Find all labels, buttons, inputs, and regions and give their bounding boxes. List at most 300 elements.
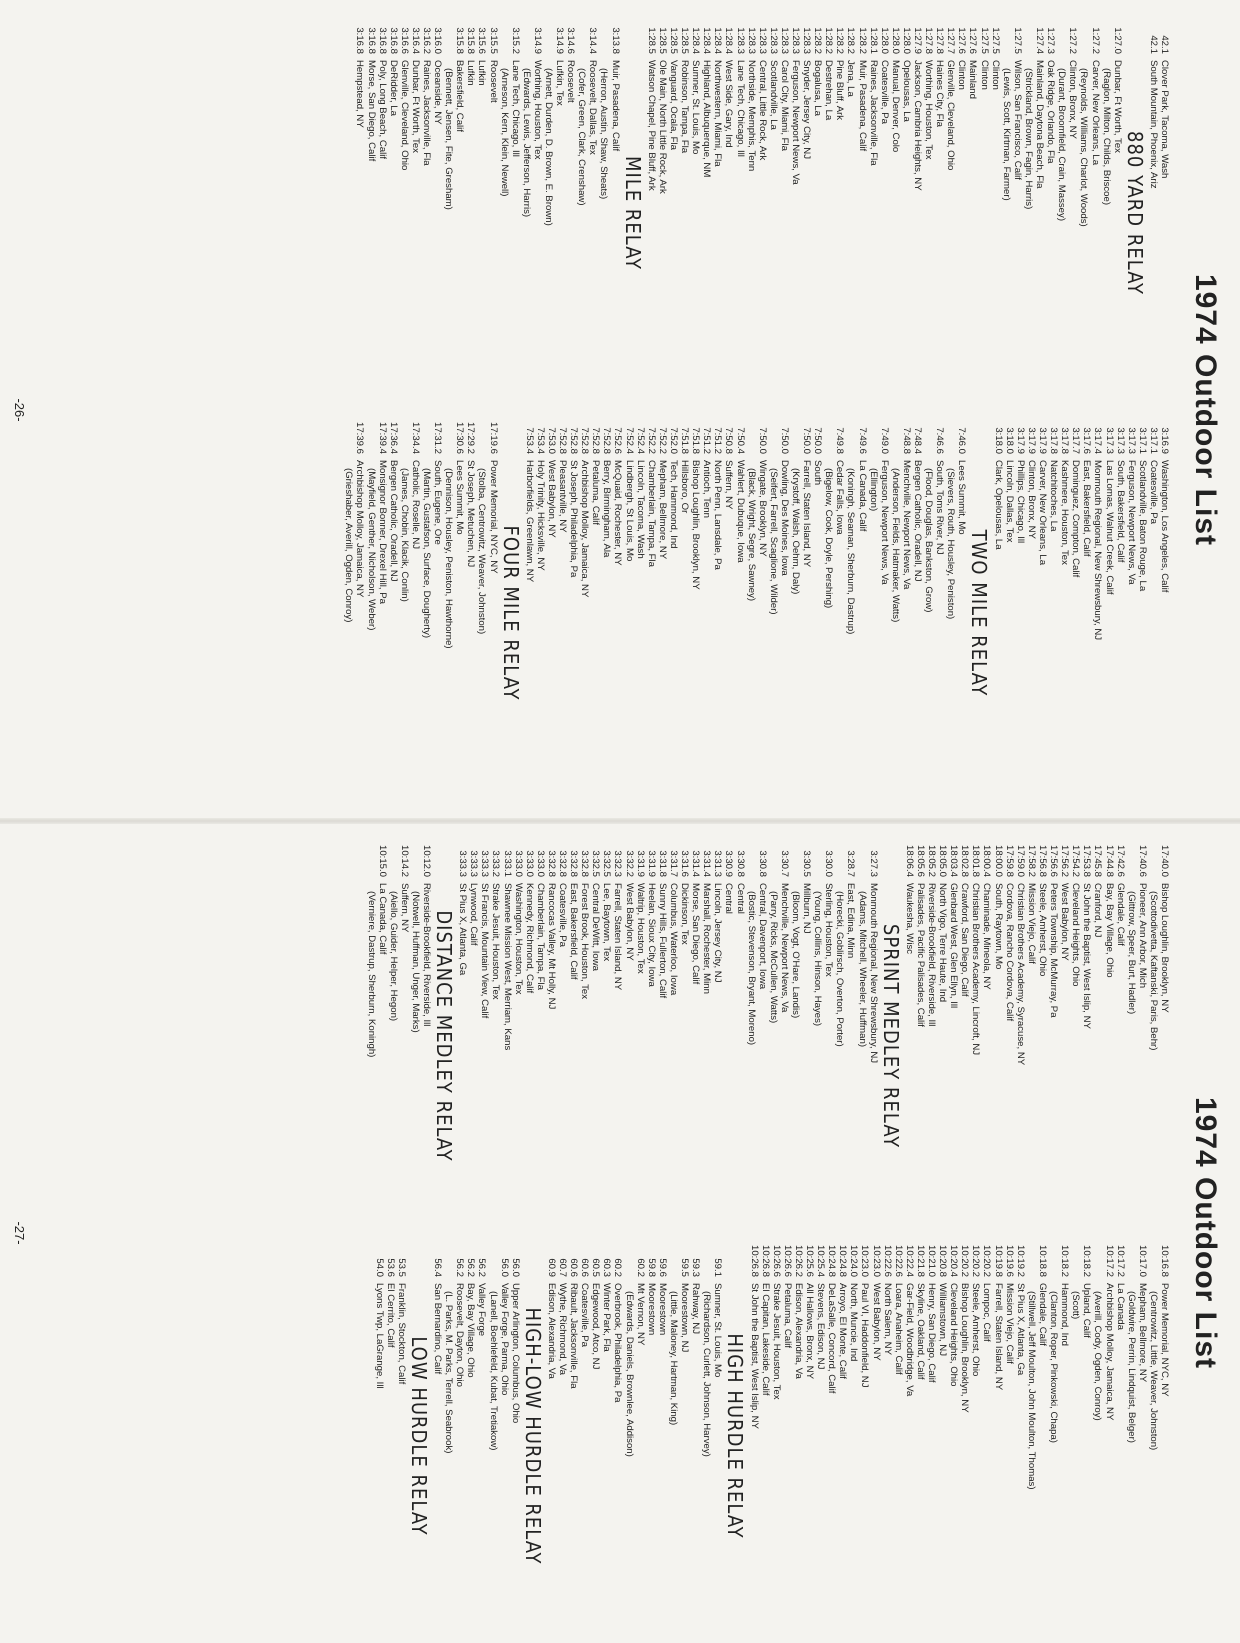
relay-members: (Edwards, Daniels, Brownlee, Addison) xyxy=(623,1291,635,1457)
result-time: 7:50.0 xyxy=(778,427,790,454)
relay-members-line xyxy=(598,18,609,408)
relay-members: (Notwell, Huffman, Unger, Marks) xyxy=(409,891,421,1033)
result-row xyxy=(679,1241,690,1631)
school-name: Skyline, Oakland, Calif xyxy=(914,1283,926,1380)
result-row xyxy=(901,418,912,808)
result-row xyxy=(1137,1241,1148,1631)
relay-members-line xyxy=(746,841,757,1231)
result-time: 18:00.4 xyxy=(981,844,993,877)
relay-members: (Martin, Gustafson, Surface, Dougherty) xyxy=(421,468,432,639)
school-name: Clinton xyxy=(978,60,990,90)
result-row xyxy=(768,18,779,408)
section-heading: HIGH HURDLE RELAY xyxy=(723,1333,748,1539)
result-time: 10:18.2 xyxy=(1081,1244,1093,1277)
result-time: 1:27.8 xyxy=(934,27,946,54)
result-row xyxy=(535,418,546,808)
result-time: 1:27.5 xyxy=(989,27,1001,54)
result-row xyxy=(1026,841,1037,1231)
result-row xyxy=(801,18,812,408)
result-time: 59.8 xyxy=(645,1258,657,1277)
result-row xyxy=(490,841,501,1231)
school-name: Monmouth Regional, New Shrewsbury, NJ xyxy=(867,883,879,1064)
school-name: Highland, Albuquerque, NM xyxy=(701,60,713,178)
result-row xyxy=(377,418,388,808)
result-time: 3:30.0 xyxy=(823,850,835,877)
relay-members-line xyxy=(701,1241,712,1631)
result-row xyxy=(879,418,890,808)
relay-members-line xyxy=(845,418,856,808)
school-name: Cordova, Rancho Cordova, Calif xyxy=(1003,883,1015,1022)
school-name: Archbishop Molloy, Jamaica, NY xyxy=(354,460,366,598)
relay-members: (Flood, Douglas, Bankston, Grow) xyxy=(923,468,935,613)
relay-members: (Averill, Cody, Ogden, Conroy) xyxy=(1092,1291,1104,1421)
result-time: 7:52.4 xyxy=(623,427,635,454)
school-name: South, Eugene, Ore xyxy=(432,460,444,545)
result-row xyxy=(970,841,981,1231)
result-row xyxy=(510,1241,521,1631)
relay-members: (Scott) xyxy=(1070,1291,1082,1320)
result-row xyxy=(757,18,768,408)
result-row xyxy=(454,1241,465,1631)
school-name: Scotlandville, Baton Rouge, La xyxy=(1136,460,1148,592)
result-row xyxy=(646,18,657,408)
result-time: 7:49.6 xyxy=(856,427,868,454)
result-row xyxy=(679,418,690,808)
result-row xyxy=(421,841,432,1231)
result-time: 3:17.9 xyxy=(1025,427,1037,454)
school-name: Jackson, Cambria Heights, NY xyxy=(912,60,924,191)
result-time xyxy=(856,841,867,883)
result-row xyxy=(646,1241,657,1631)
relay-members-line xyxy=(1070,1241,1081,1631)
school-name: Opelousas, La xyxy=(900,60,912,122)
result-time: 7:48.8 xyxy=(900,427,912,454)
school-name: Crawford, San Diego, Calif xyxy=(959,883,971,997)
result-row xyxy=(845,841,856,1231)
relay-members: (Centrowitz, Little, Weaver, Johnston) xyxy=(1147,1291,1159,1451)
result-time: 10:19.8 xyxy=(992,1244,1004,1277)
school-name: La Canada, Calif xyxy=(376,883,388,955)
school-name: St Joseph, Metuchen, NJ xyxy=(465,460,477,568)
result-row xyxy=(635,1241,646,1631)
result-time: 59.1 xyxy=(712,1258,724,1277)
result-time: 59.6 xyxy=(656,1258,668,1277)
result-row xyxy=(923,18,934,408)
result-time: 3:16.8 xyxy=(376,27,388,54)
school-name: Loara, Anaheim, Calif xyxy=(892,1283,904,1375)
result-time: 17:39.4 xyxy=(376,421,388,454)
result-time: 7:51.2 xyxy=(701,427,713,454)
result-row xyxy=(723,841,734,1231)
result-time: 3:31.9 xyxy=(634,850,646,877)
result-time: 1:28.2 xyxy=(834,27,846,54)
school-name: Northside, Memphis, Tenn xyxy=(745,60,757,172)
school-name: Raines, Jacksonville, Fla xyxy=(867,60,879,166)
result-time: 42.1 xyxy=(1147,35,1159,54)
result-time: 7:52.8 xyxy=(590,427,602,454)
result-row xyxy=(668,841,679,1231)
relay-members-line xyxy=(768,418,779,808)
result-row xyxy=(967,18,978,408)
school-name: Roosevelt, Dallas, Tex xyxy=(587,60,599,155)
school-name: Washington, Houston, Tex xyxy=(512,883,524,995)
school-name: Clinton, Bronx, NY xyxy=(1025,460,1037,539)
result-row xyxy=(801,418,812,808)
relay-members-line xyxy=(1148,1241,1159,1631)
school-name: Menchville, Newport News, Va xyxy=(900,460,912,590)
school-name: Ferguson, Newport News, Va xyxy=(878,460,890,585)
result-time: 7:46.6 xyxy=(934,427,946,454)
result-time: 3:15.8 xyxy=(465,27,477,54)
result-row xyxy=(557,1241,568,1631)
result-time: 60.6 xyxy=(579,1258,591,1277)
result-time: 1:28.0 xyxy=(889,27,901,54)
relay-members-line xyxy=(624,1241,635,1631)
result-row xyxy=(826,1241,837,1631)
result-time xyxy=(1148,841,1159,883)
section-heading: SPRINT MEDLEY RELAY xyxy=(878,923,903,1149)
result-time: 7:50.8 xyxy=(723,427,735,454)
result-row xyxy=(1034,18,1045,408)
result-row xyxy=(557,418,568,808)
school-name: East, Bakersfield, Calif xyxy=(568,883,580,980)
result-row xyxy=(757,841,768,1231)
result-time xyxy=(845,418,856,460)
school-name: Clark, Opelousas, La xyxy=(992,460,1004,550)
relay-members-line xyxy=(443,418,454,808)
result-row xyxy=(901,18,912,408)
school-name: Henry, San Diego, Calif xyxy=(926,1283,938,1383)
relay-members: (Arneson, Kern, Klein, Newell) xyxy=(498,68,510,197)
result-row xyxy=(993,418,1004,808)
school-name: Wahlert, Dubuque, Iowa xyxy=(734,460,746,563)
result-row xyxy=(760,1241,771,1631)
school-name: Glendale, Calif xyxy=(1036,1283,1048,1346)
school-name: South, Bakersfield, Calif xyxy=(1114,460,1126,563)
result-time xyxy=(790,841,801,883)
result-time: 10:12.0 xyxy=(421,844,432,877)
result-time: 7:52.2 xyxy=(656,427,668,454)
result-time: 60.2 xyxy=(634,1258,646,1277)
school-name: Farrell, Staten Island, NY xyxy=(801,460,813,568)
result-time: 10:19.2 xyxy=(1014,1244,1026,1277)
result-time: 3:17.4 xyxy=(1092,427,1104,454)
result-time: 3:32.8 xyxy=(557,850,569,877)
result-row xyxy=(868,18,879,408)
result-time xyxy=(768,841,779,883)
result-row xyxy=(568,418,579,808)
school-name: Worthing, Houston, Tex xyxy=(923,60,935,160)
relay-members-line xyxy=(856,841,867,1231)
result-row xyxy=(590,1241,601,1631)
school-name: Carol City, Miami, Fla xyxy=(778,60,790,151)
school-name: Glenville, Cleveland, Ohio xyxy=(398,60,410,171)
school-name: Lees Summit, Mo xyxy=(454,460,466,535)
school-name: Cedar Falls, Iowa xyxy=(834,460,846,535)
result-row xyxy=(779,18,790,408)
result-row xyxy=(804,1241,815,1631)
result-time: 1:27.3 xyxy=(1045,27,1057,54)
result-row xyxy=(793,1241,804,1631)
result-time: 1:27.2 xyxy=(1067,27,1079,54)
result-row xyxy=(432,1241,443,1631)
school-name: Steele, Amherst, Ohio xyxy=(970,1283,982,1377)
page-number: -27- xyxy=(12,1221,27,1245)
result-time: 3:30.7 xyxy=(778,850,790,877)
result-row xyxy=(1159,841,1170,1231)
result-time: 3:17.3 xyxy=(1125,427,1137,454)
school-name: Mepham, Bellmore, NY xyxy=(1136,1283,1148,1383)
result-row xyxy=(1026,418,1037,808)
result-row xyxy=(959,841,970,1231)
result-time: 18:06.4 xyxy=(903,844,915,877)
result-time: 3:15.8 xyxy=(454,27,466,54)
result-time: 10:25.6 xyxy=(804,1244,815,1277)
result-time: 3:17.8 xyxy=(1048,427,1060,454)
relay-members-line xyxy=(945,418,956,808)
result-time: 3:15.6 xyxy=(476,27,488,54)
school-name: Cleveland Heights, Ohio xyxy=(1070,883,1082,987)
result-time: 7:53.4 xyxy=(534,427,546,454)
school-name: Paul VI, Haddonfield, NJ xyxy=(859,1283,871,1388)
result-time: 3:13.8 xyxy=(609,27,621,54)
result-time xyxy=(388,841,399,883)
relay-members-line xyxy=(923,418,934,808)
result-time: 56.2 xyxy=(465,1258,477,1277)
result-row xyxy=(421,18,432,408)
school-name: Williamstown, NJ xyxy=(937,1283,949,1357)
result-row xyxy=(1004,418,1015,808)
result-row xyxy=(624,418,635,808)
school-name: Bay, Bay Village, Ohio xyxy=(465,1283,477,1378)
school-name: East, Bakersfield, Calif xyxy=(1081,460,1093,557)
school-name: Forest Brook, Houston, Tex xyxy=(579,883,591,1000)
school-name: Destrehan, La xyxy=(823,60,835,121)
school-name: Dickinson, Tex xyxy=(679,883,691,945)
result-time: 3:32.3 xyxy=(612,850,624,877)
result-row xyxy=(399,18,410,408)
school-name: Coatesville, Pa xyxy=(557,883,569,947)
result-time: 17:30.6 xyxy=(454,421,466,454)
school-name: Monsignor Bonner, Drexel Hill, Pa xyxy=(376,460,388,604)
relay-members: (Black, Wright, Segre, Sawney) xyxy=(745,468,757,602)
result-time: 17:34.4 xyxy=(409,421,421,454)
relay-members: (Anderson, Fields, Hatmaker, Watts) xyxy=(889,468,901,623)
result-time xyxy=(543,18,554,60)
result-row xyxy=(354,18,365,408)
result-time xyxy=(410,841,421,883)
school-name: Strake Jesuit, Houston, Tex xyxy=(490,883,502,1000)
school-name: St John the Baptist, West Islip, NY xyxy=(748,1283,760,1429)
result-time: 10:26.6 xyxy=(781,1244,793,1277)
result-row xyxy=(1137,418,1148,808)
result-time: 1:28.4 xyxy=(712,27,724,54)
result-time: 1:28.4 xyxy=(690,27,702,54)
school-name: Gar-Field, Woodbridge, Va xyxy=(903,1283,915,1397)
school-name: Muir, Pasadena, Calif xyxy=(856,60,868,152)
result-time: 7:52.0 xyxy=(667,427,679,454)
result-time: 1:27.5 xyxy=(978,27,990,54)
result-time: 10:17.2 xyxy=(1114,1244,1126,1277)
result-time: 7:50.0 xyxy=(812,427,824,454)
result-row xyxy=(1048,841,1059,1231)
relay-members: (Parry, Ricks, McCullen, Watts) xyxy=(767,891,779,1024)
school-name: Lincoln, Jersey City, NJ xyxy=(712,883,724,983)
result-row xyxy=(856,18,867,408)
result-time: 3:30.8 xyxy=(756,850,768,877)
result-row xyxy=(893,1241,904,1631)
result-row xyxy=(959,1241,970,1631)
relay-members: (Mayfield, Genther, Nicholson, Weber) xyxy=(365,468,377,631)
result-row xyxy=(612,418,623,808)
result-time: 1:28.3 xyxy=(734,27,746,54)
school-name: Valley Forge xyxy=(476,1283,488,1337)
relay-members: (Little, Maloney, Hartman, King) xyxy=(667,1291,679,1426)
result-row xyxy=(1070,418,1081,808)
result-row xyxy=(845,18,856,408)
result-time: 60.7 xyxy=(557,1258,569,1277)
school-name: West Babylon, NY xyxy=(623,883,635,961)
result-row xyxy=(501,841,512,1231)
school-name: Waukesha, Wisc xyxy=(903,883,915,955)
result-time: 7:53.0 xyxy=(545,427,557,454)
column-1 xyxy=(30,18,1170,408)
result-time: 56.4 xyxy=(432,1258,444,1277)
result-row xyxy=(568,841,579,1231)
result-time: 60.5 xyxy=(590,1258,602,1277)
result-time: 7:49.8 xyxy=(834,427,846,454)
school-name: Lindbergh, St Louis, Mo xyxy=(623,460,635,562)
result-time: 17:42.6 xyxy=(1114,844,1126,877)
result-row xyxy=(904,841,915,1231)
result-time: 10:20.8 xyxy=(937,1244,949,1277)
relay-members: (Koningh, Seaman, Sherburn, Dastrup) xyxy=(845,468,857,635)
result-time xyxy=(1101,18,1112,60)
result-time: 56.0 xyxy=(509,1258,521,1277)
relay-members: (Gittrow, Speer, Burt, Hadler) xyxy=(1125,891,1137,1015)
school-name: Robinson, Tampa, Fla xyxy=(679,60,691,154)
relay-members-line xyxy=(476,418,487,808)
school-name: Bishop Loughlin, Brooklyn, NY xyxy=(1159,883,1170,1013)
result-row xyxy=(1081,1241,1092,1631)
school-name: Coatesville, Pa xyxy=(1147,460,1159,524)
result-row xyxy=(399,841,410,1231)
result-time xyxy=(576,18,587,60)
result-time xyxy=(521,18,532,60)
school-name: East, Edina, Minn xyxy=(845,883,857,959)
relay-members: (Aiello, Guider, Helper, Hegon) xyxy=(387,891,399,1022)
school-name: Overbrook, Philadelphia, Pa xyxy=(612,1283,624,1403)
result-row xyxy=(354,418,365,808)
school-name: Clover Park, Tacoma, Wash xyxy=(1159,60,1170,179)
result-row xyxy=(848,1241,859,1631)
result-time: 3:31.3 xyxy=(712,850,724,877)
relay-members-line xyxy=(868,418,879,808)
result-row xyxy=(601,841,612,1231)
school-name: Marshall, Rochester, Minn xyxy=(701,883,713,994)
school-name: Bay, Bay Village, Ohio xyxy=(1103,883,1115,978)
result-time xyxy=(746,418,757,460)
relay-members-line xyxy=(823,418,834,808)
school-name: Bishop Loughlin, Brooklyn, NY xyxy=(959,1283,971,1413)
result-row xyxy=(612,1241,623,1631)
school-name: Lane Tech, Chicago, Ill xyxy=(734,60,746,157)
result-time: 1:28.3 xyxy=(790,27,801,54)
result-row xyxy=(579,841,590,1231)
result-time: 17:40.0 xyxy=(1159,844,1170,877)
result-time xyxy=(365,418,376,460)
relay-members-line xyxy=(399,418,410,808)
result-time xyxy=(1126,1241,1137,1283)
school-name: Vanguard, Ocala, Fla xyxy=(667,60,679,150)
school-name: Lompoc, Calif xyxy=(981,1283,993,1342)
result-time: 1:28.5 xyxy=(667,27,679,54)
result-time: 7:48.4 xyxy=(912,427,924,454)
school-name: Coatesville, Pa xyxy=(878,60,890,124)
result-time: 3:16.0 xyxy=(432,27,444,54)
result-row xyxy=(579,418,590,808)
school-name: Wilson, San Francisco, Calif xyxy=(1011,60,1023,180)
result-time: 1:28.3 xyxy=(801,27,813,54)
result-time xyxy=(365,841,376,883)
relay-members: (Young, Collins, Hinson, Hayes) xyxy=(812,891,824,1027)
result-time: 10:14.2 xyxy=(398,844,410,877)
relay-members-line xyxy=(768,841,779,1231)
relay-members: (Bigelow, Cook, Doyle, Pershing) xyxy=(823,468,835,609)
relay-members: (Edwards, Lewis, Jefferson, Harris) xyxy=(520,68,532,218)
school-name: Glenbard West, Glen Ellyn, Ill xyxy=(948,883,960,1009)
result-time: 7:52.8 xyxy=(568,427,580,454)
school-name: Holy Trinity, Hicksville, NY xyxy=(534,460,546,571)
school-name: Bergen Catholic, Oradell, NJ xyxy=(912,460,924,582)
result-row xyxy=(934,18,945,408)
school-name: Dunbar, Ft Worth, Tex xyxy=(409,60,421,153)
result-time: 3:16.8 xyxy=(354,27,366,54)
result-row xyxy=(734,418,745,808)
result-row xyxy=(410,418,421,808)
result-row xyxy=(1059,418,1070,808)
result-row xyxy=(590,418,601,808)
result-row xyxy=(701,418,712,808)
school-name: St Pius X, Atlanta, Ga xyxy=(1014,1283,1026,1376)
result-row xyxy=(956,18,967,408)
school-name: West Babylon, NY xyxy=(1059,883,1071,961)
result-row xyxy=(1159,418,1170,808)
result-row xyxy=(1115,1241,1126,1631)
result-time: 3:31.4 xyxy=(701,850,713,877)
relay-members: (Krystoff, Walsh, Oehm, Daly) xyxy=(790,468,801,595)
result-row xyxy=(476,1241,487,1631)
result-row xyxy=(1015,841,1026,1231)
result-time: 56.2 xyxy=(476,1258,488,1277)
result-time: 10:26.8 xyxy=(759,1244,771,1277)
result-time xyxy=(790,418,801,460)
result-time: 10:22.6 xyxy=(881,1244,893,1277)
result-row xyxy=(1015,1241,1026,1631)
result-row xyxy=(882,1241,893,1631)
school-name: Central xyxy=(734,883,746,914)
result-row xyxy=(624,841,635,1231)
school-name: Mepham, Bellmore, NY xyxy=(656,460,668,560)
result-row xyxy=(757,418,768,808)
school-name: Lufkin xyxy=(476,60,488,86)
school-name: Lynwood, Calif xyxy=(468,883,480,946)
relay-members: (Durant, Broomfield, Crain, Massey) xyxy=(1056,68,1068,222)
result-time: 10:16.8 xyxy=(1159,1244,1170,1277)
result-time: 3:33.3 xyxy=(479,850,491,877)
result-time: 3:30.9 xyxy=(723,850,735,877)
result-row xyxy=(1103,841,1114,1231)
